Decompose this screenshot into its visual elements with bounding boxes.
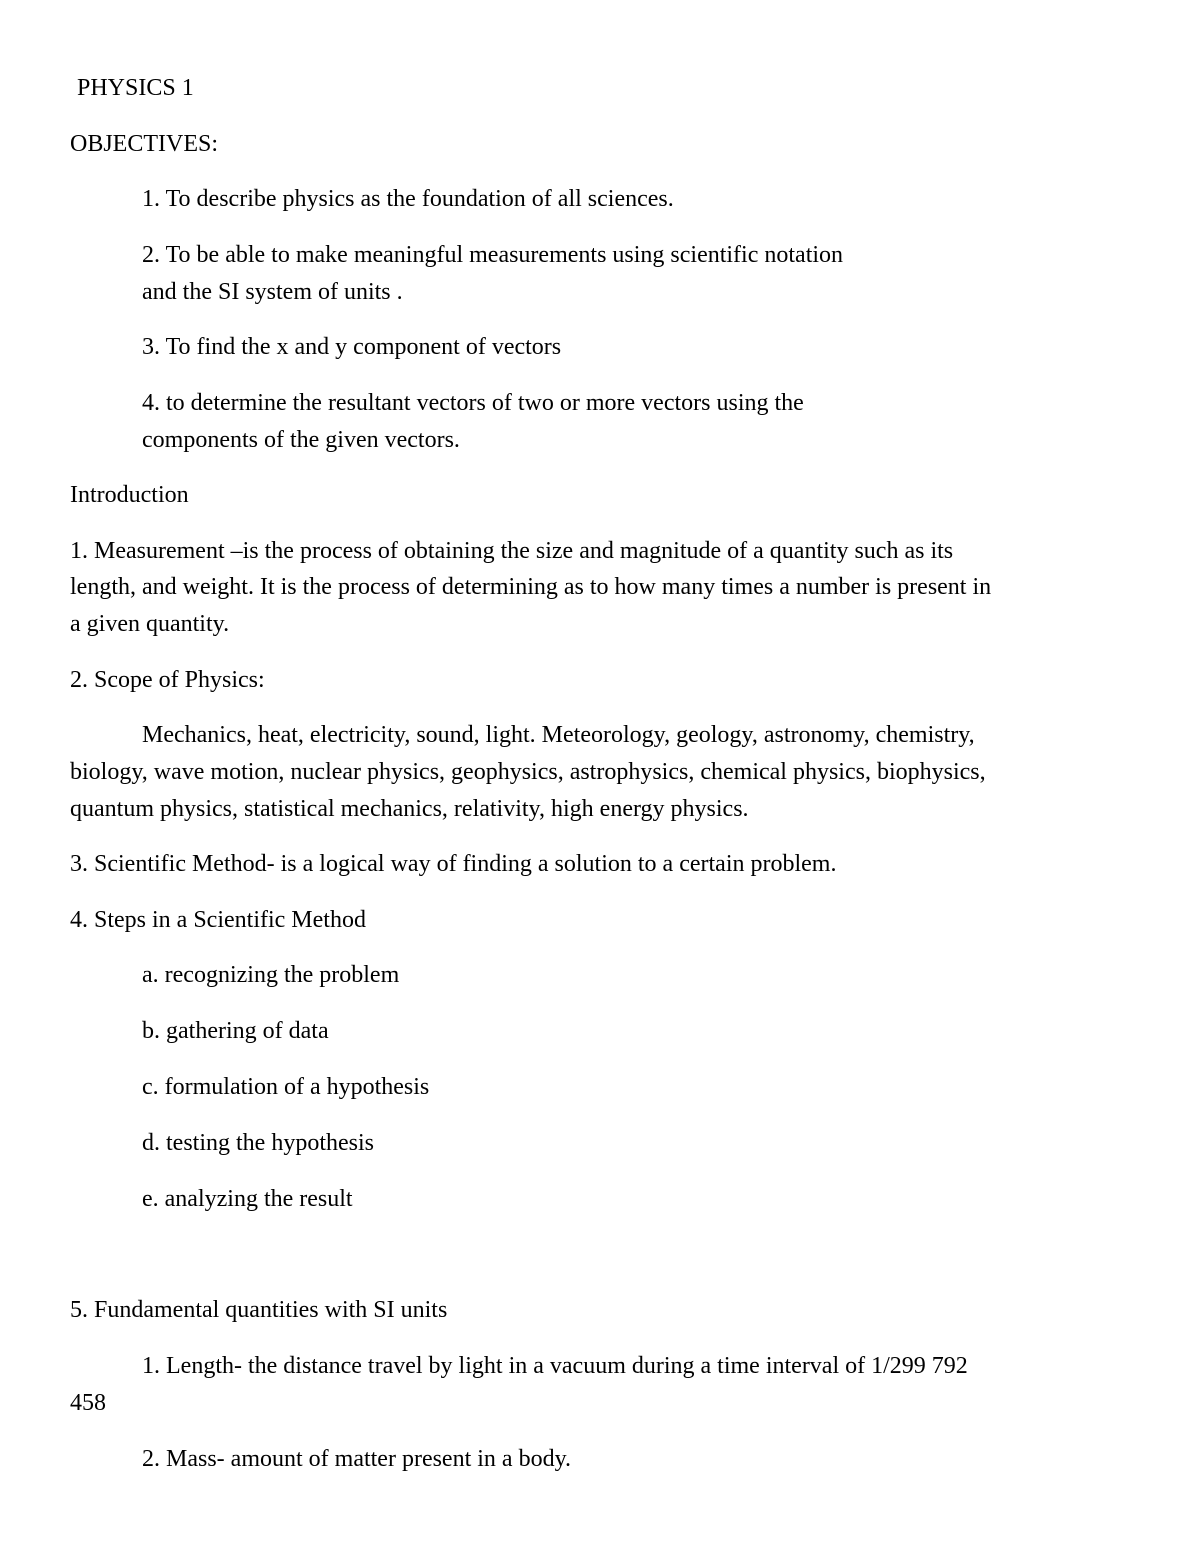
objective-2-line-1: 2. To be able to make meaningful measurements using scientific notation — [142, 242, 844, 268]
scientific-method: 3. Scientific Method- is a logical way of finding a solution to a certain problem. — [70, 851, 837, 877]
objectives-heading: OBJECTIVES: — [70, 131, 219, 157]
scope-text-line-1: Mechanics, heat, electricity, sound, light. Meteorology, geology, astronomy, chemistry, — [142, 722, 975, 748]
step-d: d. testing the hypothesis — [142, 1130, 374, 1156]
objective-3: 3. To find the x and y component of vectors — [142, 334, 562, 360]
step-e: e. analyzing the result — [142, 1186, 353, 1212]
measurement-line-1: 1. Measurement –is the process of obtaining the size and magnitude of a quantity such as its — [70, 538, 954, 564]
step-a: a. recognizing the problem — [142, 962, 400, 988]
introduction-heading: Introduction — [70, 482, 189, 508]
fundamental-heading: 5. Fundamental quantities with SI units — [70, 1297, 448, 1323]
scope-text-line-2: biology, wave motion, nuclear physics, geophysics, astrophysics, chemical physics, biophysics, — [70, 759, 986, 785]
measurement-line-2: length, and weight. It is the process of determining as to how many times a number is present in — [70, 574, 992, 600]
objective-4-line-1: 4. to determine the resultant vectors of two or more vectors using the — [142, 390, 804, 416]
objective-1: 1. To describe physics as the foundation of all sciences. — [142, 186, 674, 212]
measurement-line-3: a given quantity. — [70, 611, 230, 637]
objective-4-line-2: components of the given vectors. — [142, 427, 460, 453]
scope-text-line-3: quantum physics, statistical mechanics, relativity, high energy physics. — [70, 796, 749, 822]
scope-heading: 2. Scope of Physics: — [70, 667, 265, 693]
document-title: PHYSICS 1 — [77, 75, 194, 101]
steps-heading: 4. Steps in a Scientific Method — [70, 907, 366, 933]
fundamental-length-line-1: 1. Length- the distance travel by light in a vacuum during a time interval of 1/299 792 — [142, 1353, 968, 1379]
fundamental-length-line-2: 458 — [70, 1390, 106, 1416]
fundamental-mass: 2. Mass- amount of matter present in a body. — [142, 1446, 572, 1472]
step-c: c. formulation of a hypothesis — [142, 1074, 430, 1100]
objective-2-line-2: and the SI system of units . — [142, 279, 403, 305]
step-b: b. gathering of data — [142, 1018, 329, 1044]
